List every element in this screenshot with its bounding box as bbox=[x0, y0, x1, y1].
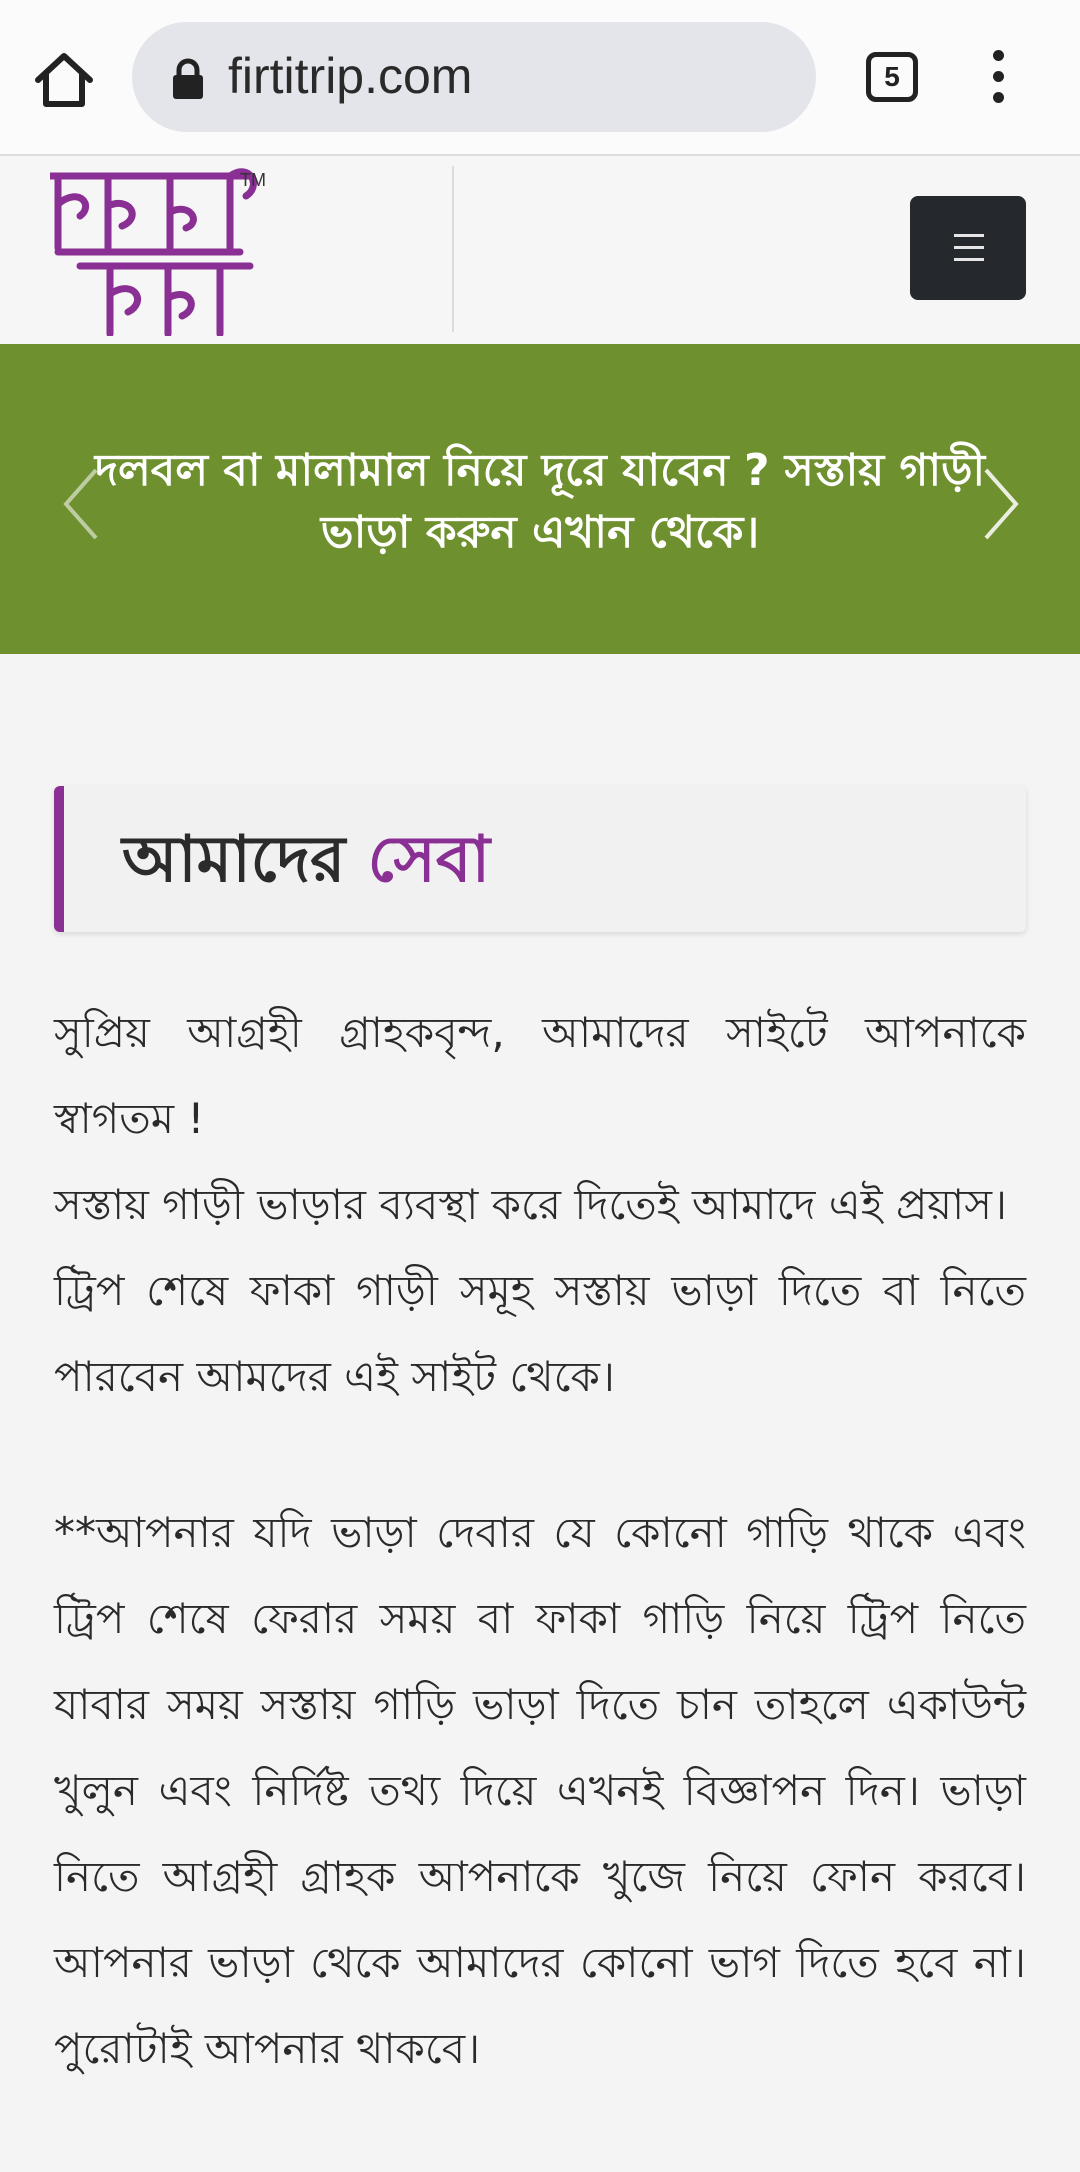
banner-text bbox=[0, 440, 1080, 564]
banner-line-1: দলবল বা মালামাল নিয়ে দূরে যাবেন ? সস্তায় গাড়ী bbox=[94, 445, 986, 496]
chevron-right-icon[interactable] bbox=[976, 464, 1026, 544]
url-text: firtitrip.com bbox=[228, 48, 473, 104]
hero-banner bbox=[0, 344, 1080, 654]
banner-line-2: ভাড়া করুন এখান থেকে। bbox=[320, 507, 760, 558]
paragraph-welcome: সুপ্রিয় আগ্রহী গ্রাহকবৃন্দ, আমাদের সাইটে আপনাকে স্বাগতম ! bbox=[54, 1008, 1026, 1143]
trademark: TM bbox=[240, 170, 266, 190]
browser-toolbar bbox=[0, 0, 1080, 156]
header-divider bbox=[452, 166, 454, 332]
paragraph-purpose: সস্তায় গাড়ী ভাড়ার ব্যবস্থা করে দিতেই আমাদে এই প্রয়াস। bbox=[54, 1180, 1007, 1229]
site-logo[interactable] bbox=[50, 166, 280, 336]
paragraph-owner-info: **আপনার যদি ভাড়া দেবার যে কোনো গাড়ি থাকে এবং ট্রিপ শেষে ফেরার সময় বা ফাকা গাড়ি নিয়ে ট্রিপ নিতে যাবার সময় সস্তায় গাড়ি ভাড়া দিতে চান তাহলে একাউন্ট খুলুন এবং নির্দিষ্ট তথ্য দিয়ে এখনই বিজ্ঞাপন দিন। ভাড়া নিতে আগ্রহী গ্রাহক আপনাকে খুজে নিয়ে ফোন করবে। আপনার ভাড়া থেকে আমাদের কোনো ভাগ দিতে হবে না। পুরোটাই আপনার থাকবে। bbox=[54, 1508, 1026, 2073]
paragraph-trip: ট্রিপ শেষে ফাকা গাড়ী সমূহ সস্তায় ভাড়া দিতে বা নিতে পারবেন আমদের এই সাইট থেকে। bbox=[54, 1266, 1026, 1401]
hamburger-icon[interactable] bbox=[910, 196, 1026, 300]
lock-icon bbox=[170, 58, 206, 100]
section-title-part1: আমাদের bbox=[122, 823, 368, 897]
section-title-accent: সেবা bbox=[367, 823, 491, 897]
address-bar[interactable] bbox=[132, 22, 816, 132]
chevron-left-icon[interactable] bbox=[56, 464, 106, 544]
home-icon[interactable] bbox=[28, 46, 100, 112]
site-header bbox=[0, 156, 1080, 344]
service-description bbox=[54, 990, 1026, 2092]
more-vert-icon[interactable] bbox=[984, 50, 1012, 106]
section-title bbox=[122, 822, 490, 898]
section-heading bbox=[54, 786, 1026, 932]
tabs-icon[interactable]: 5 bbox=[866, 52, 918, 102]
